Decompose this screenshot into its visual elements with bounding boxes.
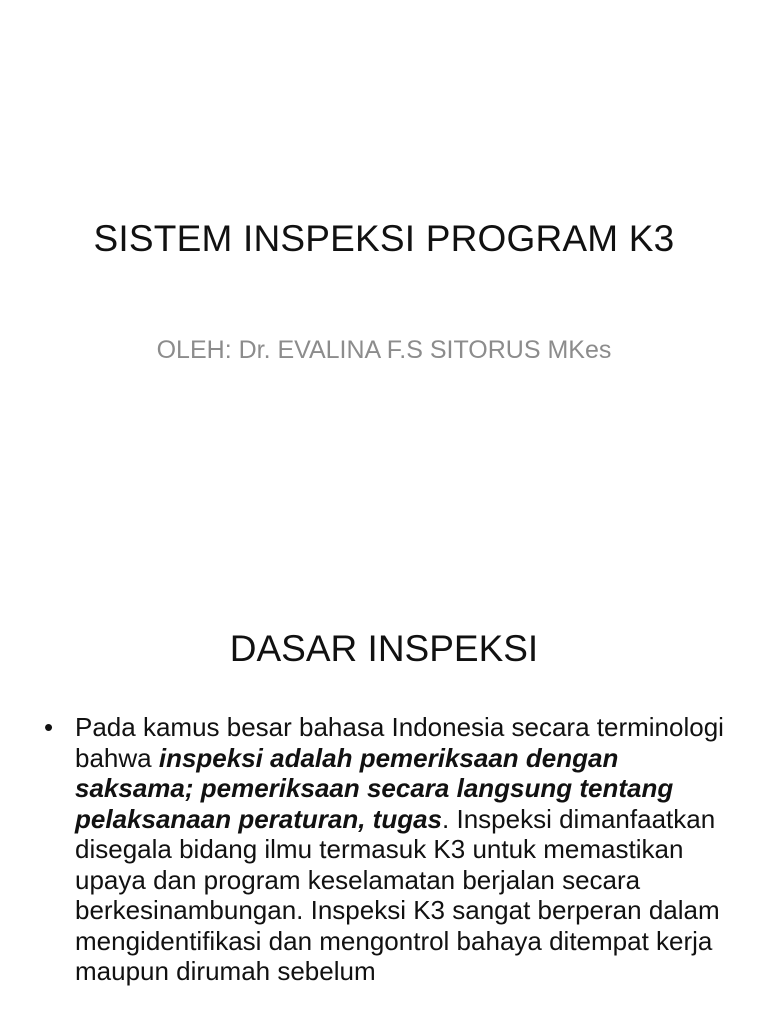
bullet-text-continuation: . Inspeksi dimanfaatkan disegala bidang ilmu termasuk K3 untuk memastikan upaya dan program keselamatan berjalan secara berkesinambungan. Inspeksi K3 sangat berperan dalam mengidentifikasi dan mengontrol bahaya ditempat kerja maupun dirumah sebelum	[75, 803, 720, 986]
bullet-text	[75, 712, 734, 987]
slide-title: SISTEM INSPEKSI PROGRAM K3	[93, 218, 675, 259]
bullet-text-intro: Pada kamus besar bahasa Indonesia secara terminologi bahwa	[75, 712, 724, 773]
bullet-item	[44, 712, 734, 987]
bullet-text-definition: inspeksi adalah pemeriksaan dengan saksama; pemeriksaan secara langsung tentang pelaksanaan peraturan, tugas	[75, 742, 674, 834]
content-slide	[0, 576, 768, 1024]
bullet-marker: •	[44, 712, 54, 742]
slide-subtitle-author: OLEH: Dr. EVALINA F.S SITORUS MKes	[156, 336, 612, 364]
slide-heading: DASAR INSPEKSI	[229, 628, 539, 669]
